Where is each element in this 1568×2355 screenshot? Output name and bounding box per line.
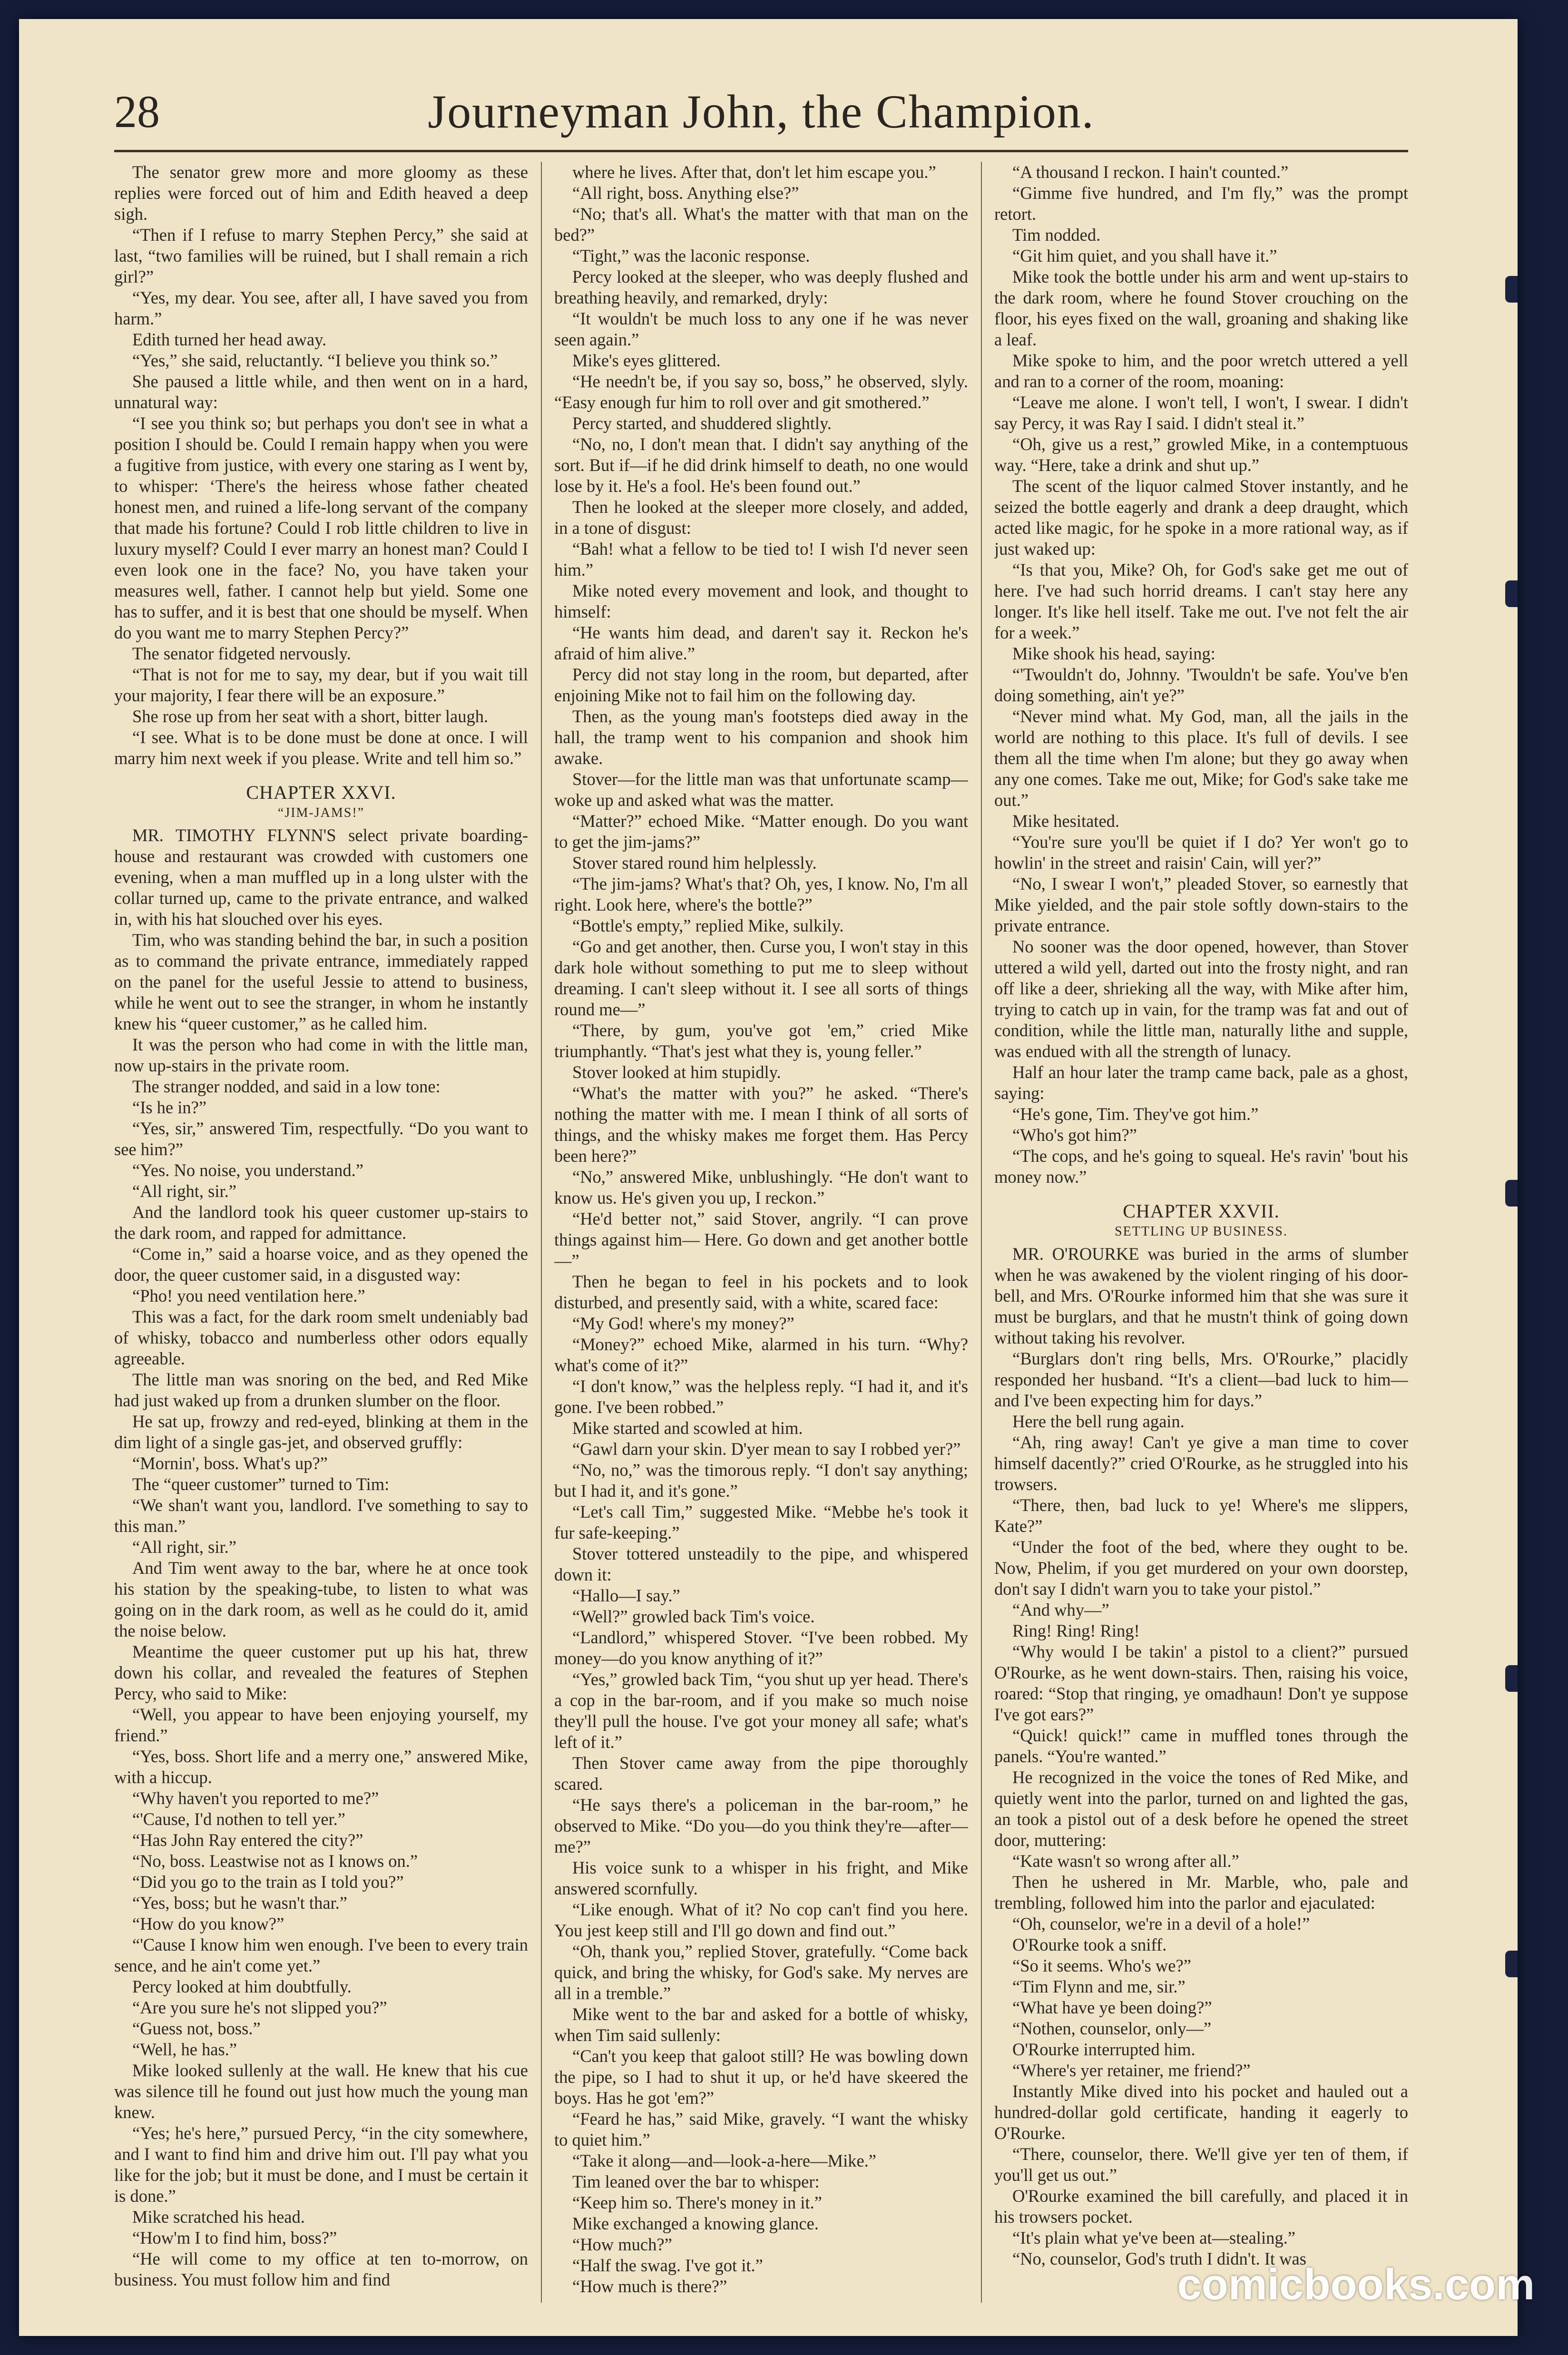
watermark: comicbooks.com (1177, 2260, 1535, 2309)
paragraph: The little man was snoring on the bed, and Red Mike had just waked up from a drunken slumber on the floor. (114, 1370, 528, 1410)
paragraph: “Quick! quick!” came in muffled tones through the panels. “You're wanted.” (994, 1726, 1408, 1766)
paragraph: “Landlord,” whispered Stover. “I've been robbed. My money—do you know anything of it?” (554, 1628, 968, 1668)
paragraph: Mike exchanged a knowing glance. (572, 2214, 819, 2233)
paragraph: Here the bell rung again. (1012, 1412, 1185, 1431)
paragraph: “'Cause, I'd nothen to tell yer.” (132, 1809, 345, 1829)
paragraph: “How do you know?” (132, 1914, 284, 1933)
paragraph: “No, boss. Leastwise not as I knows on.” (132, 1851, 418, 1871)
paragraph: And the landlord took his queer customer up-stairs to the dark room, and rapped for admittance. (114, 1202, 528, 1243)
paragraph: “How much is there?” (572, 2276, 727, 2296)
paragraph: “Yes. No noise, you understand.” (132, 1160, 363, 1180)
paragraph: “The cops, and he's going to squeal. He's ravin' 'bout his money now.” (994, 1146, 1408, 1187)
paragraph: “No, no,” was the timorous reply. “I don't say anything; but I had it, and it's gone.” (554, 1460, 968, 1501)
paragraph: “Then if I refuse to marry Stephen Percy,” she said at last, “two families will be ruined, but I shall remain a rich girl?” (114, 225, 528, 286)
paragraph: “Did you go to the train as I told you?” (132, 1872, 404, 1892)
paragraph: Stover stared round him helplessly. (572, 853, 817, 873)
book-page (19, 19, 1518, 2336)
paragraph: “You're sure you'll be quiet if I do? Yer won't go to howlin' in the street and raisin' Cain, will yer?” (994, 832, 1408, 873)
paragraph: “No,” answered Mike, unblushingly. “He don't want to know us. He's given you up, I reckon.” (554, 1167, 968, 1207)
text-column-1 (114, 162, 528, 2312)
paragraph: “Yes; he's here,” pursued Percy, “in the city somewhere, and I want to find him and drive him out. I'll pay what you like for the job; but it must be done, and I must be certain it is done.” (114, 2123, 528, 2206)
paragraph: “That is not for me to say, my dear, but if you wait till your majority, I fear there will be an exposure.” (114, 665, 528, 705)
paragraph: “No, I swear I won't,” pleaded Stover, so earnestly that Mike yielded, and the pair stole softly down-stairs to the private entrance. (994, 874, 1408, 935)
paragraph: Instantly Mike dived into his pocket and hauled out a hundred-dollar gold certificate, handing it eagerly to O'Rourke. (994, 2081, 1408, 2143)
paragraph: “'Cause I know him wen enough. I've been to every train sence, and he ain't come yet.” (114, 1935, 528, 1975)
paragraph: “A thousand I reckon. I hain't counted.” (1012, 162, 1289, 182)
chapter-heading: CHAPTER XXVII. (1123, 1200, 1280, 1222)
paragraph: “Money?” echoed Mike, alarmed in his turn. “Why? what's come of it?” (554, 1334, 968, 1375)
paragraph: “Ah, ring away! Can't ye give a man time to cover himself dacently?” cried O'Rourke, as he struggled into his trowsers. (994, 1433, 1408, 1494)
paragraph: She rose up from her seat with a short, bitter laugh. (132, 706, 489, 726)
paragraph: “Why would I be takin' a pistol to a client?” pursued O'Rourke, as he went down-stairs. Then, raising his voice, roared: “Stop that ringing, ye omadhaun! Don't ye suppose I've got ears?” (994, 1642, 1408, 1724)
paragraph: Half an hour later the tramp came back, pale as a ghost, saying: (994, 1062, 1408, 1103)
paragraph: Mike scratched his head. (132, 2207, 305, 2227)
paragraph: O'Rourke took a sniff. (1012, 1935, 1167, 1954)
paragraph: “He wants him dead, and daren't say it. Reckon he's afraid of him alive.” (554, 623, 968, 663)
paragraph: “Can't you keep that galoot still? He was bowling down the pipe, so I had to shut it up, or he'd have skeered the boys. Has he got 'em?” (554, 2046, 968, 2108)
running-title: Journeyman John, the Champion. (428, 85, 1095, 138)
page-number: 28 (114, 86, 160, 137)
paragraph: “I see you think so; but perhaps you don't see in what a position I should be. Could I remain happy when you were a fugitive from justice, with every one staring as I went by, to whisper: ‘There's the heiress whose father cheated honest men, and ruined a life-long servant of the company that made his fortune? Could I rob little children to live in luxury myself? Could I ever marry an honest man? Could I even look one in the face? No, you have taken your measures well, father. I cannot help but yield. Some one has to suffer, and it is best that one should be myself. When do you want me to marry Stephen Percy?” (114, 413, 528, 642)
paragraph: “Yes,” she said, reluctantly. “I believe you think so.” (132, 351, 498, 370)
paragraph: It was the person who had come in with the little man, now up-stairs in the private room. (114, 1035, 528, 1075)
paragraph: Mike looked sullenly at the wall. He knew that his cue was silence till he found out just how much the young man knew. (114, 2061, 528, 2122)
paragraph: “He needn't be, if you say so, boss,” he observed, slyly. “Easy enough fur him to roll over and git smothered.” (554, 372, 968, 412)
paragraph: “Pho! you need ventilation here.” (132, 1286, 365, 1305)
paragraph: Tim nodded. (1012, 225, 1101, 245)
paragraph: “Gimme five hundred, and I'm fly,” was the prompt retort. (994, 183, 1408, 224)
paragraph: “There, by gum, you've got 'em,” cried Mike triumphantly. “That's jest what they is, young feller.” (554, 1020, 968, 1061)
paragraph: “Is that you, Mike? Oh, for God's sake get me out of here. I've had such horrid dreams. I can't stay here any longer. It's like hell itself. Take me out. I've not felt the air for a week.” (994, 560, 1408, 642)
paragraph: Edith turned her head away. (132, 330, 327, 349)
text-column-3 (994, 162, 1408, 2312)
paragraph: Then he began to feel in his pockets and to look disturbed, and presently said, with a white, scared face: (554, 1272, 968, 1312)
paragraph: “Tight,” was the laconic response. (572, 246, 810, 265)
paragraph: The senator grew more and more gloomy as these replies were forced out of him and Edith heaved a deep sigh. (114, 162, 528, 224)
paragraph: “Nothen, counselor, only—” (1012, 2019, 1212, 2038)
paragraph: “Well, he has.” (132, 2040, 237, 2059)
paragraph: “It's plain what ye've been at—stealing.” (1012, 2228, 1295, 2247)
paragraph: Percy did not stay long in the room, but departed, after enjoining Mike not to fail him on the following day. (554, 665, 968, 705)
paragraph: His voice sunk to a whisper in his fright, and Mike answered scornfully. (554, 1858, 968, 1898)
paragraph: “Half the swag. I've got it.” (572, 2256, 763, 2275)
paragraph: “My God! where's my money?” (572, 1314, 794, 1333)
paragraph: “All right, boss. Anything else?” (572, 183, 799, 203)
paragraph: “Tim Flynn and me, sir.” (1012, 1977, 1186, 1996)
chapter-subtitle: SETTLING UP BUSINESS. (1115, 1224, 1288, 1239)
paragraph: No sooner was the door opened, however, than Stover uttered a wild yell, darted out into the frosty night, and ran off like a deer, shrieking all the way, with Mike after him, trying to catch up in vain, for the tramp was fat and out of condition, while the little man, naturally lithe and supple, was endued with all the strength of lunacy. (994, 937, 1408, 1061)
paragraph: “How'm I to find him, boss?” (132, 2228, 337, 2247)
paragraph: “Burglars don't ring bells, Mrs. O'Rourke,” placidly responded her husband. “It's a client—bad luck to him—and I've been expecting him for days.” (994, 1349, 1408, 1410)
binding-staple-mark (1505, 1180, 1518, 1207)
paragraph: “Hallo—I say.” (572, 1586, 680, 1605)
paragraph: “Where's yer retainer, me friend?” (1012, 2061, 1251, 2080)
paragraph: Stover—for the little man was that unfortunate scamp—woke up and asked what was the matter. (554, 769, 968, 810)
paragraph: The senator fidgeted nervously. (132, 644, 351, 663)
paragraph: “I don't know,” was the helpless reply. “I had it, and it's gone. I've been robbed.” (554, 1376, 968, 1417)
paragraph: Then he ushered in Mr. Marble, who, pale and trembling, followed him into the parlor and ejaculated: (994, 1872, 1408, 1913)
paragraph: “Like enough. What of it? No cop can't find you here. You jest keep still and I'll go down and find out.” (554, 1900, 968, 1940)
paragraph: “Yes, boss; but he wasn't thar.” (132, 1893, 347, 1913)
chapter-heading: CHAPTER XXVI. (246, 782, 396, 803)
paragraph: “What have ye been doing?” (1012, 1998, 1212, 2017)
paragraph: “Are you sure he's not slipped you?” (132, 1998, 387, 2017)
paragraph: “Come in,” said a hoarse voice, and as they opened the door, the queer customer said, in a disgusted way: (114, 1244, 528, 1285)
paragraph: “Who's got him?” (1012, 1125, 1137, 1145)
paragraph: Then Stover came away from the pipe thoroughly scared. (554, 1753, 968, 1794)
chapter-subtitle: “JIM-JAMS!” (277, 805, 365, 820)
paragraph: The scent of the liquor calmed Stover instantly, and he seized the bottle eagerly and drank a deep draught, which acted like magic, for he spoke in a more rational way, as if just waked up: (994, 476, 1408, 559)
paragraph: He sat up, frowzy and red-eyed, blinking at them in the dim light of a single gas-jet, and observed gruffly: (114, 1412, 528, 1452)
column-divider (541, 162, 542, 2303)
paragraph: “All right, sir.” (132, 1537, 236, 1557)
paragraph: “He'd better not,” said Stover, angrily. “I can prove things against him— Here. Go down and get another bottle—” (554, 1209, 968, 1270)
paragraph: “'Twouldn't do, Johnny. 'Twouldn't be safe. You've b'en doing something, ain't ye?” (994, 665, 1408, 705)
header-rule (114, 150, 1408, 152)
binding-staple-mark (1505, 580, 1518, 607)
paragraph: Meantime the queer customer put up his hat, threw down his collar, and revealed the features of Stephen Percy, who said to Mike: (114, 1642, 528, 1703)
paragraph: Mike spoke to him, and the poor wretch uttered a yell and ran to a corner of the room, moaning: (994, 351, 1408, 391)
paragraph: “No; that's all. What's the matter with that man on the bed?” (554, 204, 968, 245)
paragraph: Mike hesitated. (1012, 811, 1120, 831)
binding-staple-mark (1505, 1951, 1518, 1977)
binding-staple-mark (1505, 276, 1518, 303)
paragraph: The stranger nodded, and said in a low tone: (132, 1077, 441, 1096)
paragraph: “Bah! what a fellow to be tied to! I wish I'd never seen him.” (554, 539, 968, 579)
paragraph: Percy started, and shuddered slightly. (572, 413, 832, 433)
paragraph: “Mornin', boss. What's up?” (132, 1453, 328, 1473)
paragraph: “Is he in?” (132, 1098, 207, 1117)
paragraph: Percy looked at the sleeper, who was deeply flushed and breathing heavily, and remarked, dryly: (554, 267, 968, 307)
paragraph: Ring! Ring! Ring! (1012, 1621, 1140, 1640)
paragraph: Mike started and scowled at him. (572, 1418, 803, 1438)
paragraph: “Well, you appear to have been enjoying yourself, my friend.” (114, 1705, 528, 1745)
paragraph: Stover looked at him stupidly. (572, 1062, 781, 1082)
paragraph: “There, then, bad luck to ye! Where's me slippers, Kate?” (994, 1495, 1408, 1536)
column-divider (981, 162, 982, 2303)
paragraph: “Yes,” growled back Tim, “you shut up yer head. There's a cop in the bar-room, and if you make so much noise they'll pull the house. I've got your money all safe; what's left of it.” (554, 1669, 968, 1752)
paragraph: “Git him quiet, and you shall have it.” (1012, 246, 1277, 265)
paragraph: Stover tottered unsteadily to the pipe, and whispered down it: (554, 1544, 968, 1584)
page-header (114, 76, 1408, 147)
paragraph: “Never mind what. My God, man, all the jails in the world are nothing to this place. It's full of devils. I see them all the time when I'm alone; but they go away when any one comes. Take me out, Mike; for God's sake take me out.” (994, 706, 1408, 810)
paragraph: “Oh, counselor, we're in a devil of a hole!” (1012, 1914, 1310, 1933)
paragraph: Mike shook his head, saying: (1012, 644, 1215, 663)
paragraph: Tim leaned over the bar to whisper: (572, 2172, 820, 2191)
paragraph: Tim, who was standing behind the bar, in such a position as to command the private entrance, immediately rapped on the panel for the useful Jessie to attend to business, while he went out to see the stranger, in whom he instantly knew his “queer customer,” as he called him. (114, 930, 528, 1033)
paragraph: “It wouldn't be much loss to any one if he was never seen again.” (554, 309, 968, 349)
paragraph: “He says there's a policeman in the bar-room,” he observed to Mike. “Do you—do you think they're—after—me?” (554, 1795, 968, 1856)
paragraph: “He's gone, Tim. They've got him.” (1012, 1104, 1259, 1124)
paragraph: “Let's call Tim,” suggested Mike. “Mebbe he's took it fur safe-keeping.” (554, 1502, 968, 1542)
paragraph: Percy looked at him doubtfully. (132, 1977, 352, 1996)
paragraph: “What's the matter with you?” he asked. “There's nothing the matter with me. I mean I think of all sorts of things, and the whisky makes me forget them. Has Percy been here?” (554, 1083, 968, 1166)
paragraph: “The jim-jams? What's that? Oh, yes, I know. No, I'm all right. Look here, where's the bottle?” (554, 874, 968, 914)
paragraph: O'Rourke interrupted him. (1012, 2040, 1196, 2059)
binding-staple-mark (1505, 1665, 1518, 1692)
paragraph: MR. O'ROURKE was buried in the arms of slumber when he was awakened by the violent ringing of his door-bell, and Mrs. O'Rourke informed him that she was sure it must be burglars, and that he mustn't think of going down without taking his revolver. (994, 1244, 1408, 1347)
paragraph: And Tim went away to the bar, where he at once took his station by the speaking-tube, to listen to what was going on in the dark room, as well as he could do it, amid the noise below. (114, 1558, 528, 1640)
paragraph: “Go and get another, then. Curse you, I won't stay in this dark hole without something to put me to sleep without dreaming. I can't sleep without it. I see all sorts of things round me—” (554, 937, 968, 1019)
paragraph: “Gawl darn your skin. D'yer mean to say I robbed yer?” (572, 1439, 961, 1459)
paragraph: “Matter?” echoed Mike. “Matter enough. Do you want to get the jim-jams?” (554, 811, 968, 852)
paragraph: Mike's eyes glittered. (572, 351, 721, 370)
paragraph: “Oh, give us a rest,” growled Mike, in a contemptuous way. “Here, take a drink and shut up.” (994, 434, 1408, 475)
paragraph: “Under the foot of the bed, where they ought to be. Now, Phelim, if you get murdered on your own doorstep, don't say I didn't warn you to take your pistol.” (994, 1537, 1408, 1599)
paragraph: O'Rourke examined the bill carefully, and placed it in his trowsers pocket. (994, 2186, 1408, 2227)
paragraph: “We shan't want you, landlord. I've something to say to this man.” (114, 1495, 528, 1536)
paragraph: Mike noted every movement and look, and thought to himself: (554, 581, 968, 621)
paragraph: “And why—” (1012, 1600, 1109, 1619)
paragraph: “Why haven't you reported to me?” (132, 1788, 379, 1808)
paragraph: “Kate wasn't so wrong after all.” (1012, 1851, 1239, 1871)
paragraph: “Yes, boss. Short life and a merry one,” answered Mike, with a hiccup. (114, 1747, 528, 1787)
paragraph: Mike went to the bar and asked for a bottle of whisky, when Tim said sullenly: (554, 2004, 968, 2045)
paragraph: “Take it along—and—look-a-here—Mike.” (572, 2151, 876, 2170)
paragraph: Then, as the young man's footsteps died away in the hall, the tramp went to his companion and shook him awake. (554, 706, 968, 768)
paragraph: He recognized in the voice the tones of Red Mike, and quietly went into the parlor, turned on and lighted the gas, an took a pistol out of a desk before he opened the street door, muttering: (994, 1767, 1408, 1850)
paragraph: “So it seems. Who's we?” (1012, 1956, 1191, 1975)
paragraph: Then he looked at the sleeper more closely, and added, in a tone of disgust: (554, 497, 968, 538)
paragraph: “How much?” (572, 2235, 672, 2254)
text-column-2 (554, 162, 968, 2312)
paragraph: “All right, sir.” (132, 1181, 236, 1201)
paragraph: “No, counselor, God's truth I didn't. It was (1012, 2249, 1306, 2268)
paragraph: “No, no, I don't mean that. I didn't say anything of the sort. But if—if he did drink himself to death, no one would lose by it. He's a fool. He's been found out.” (554, 434, 968, 496)
paragraph: “Bottle's empty,” replied Mike, sulkily. (572, 916, 844, 935)
paragraph: “Oh, thank you,” replied Stover, gratefully. “Come back quick, and bring the whisky, for God's sake. My nerves are all in a tremble.” (554, 1942, 968, 2003)
paragraph: She paused a little while, and then went on in a hard, unnatural way: (114, 372, 528, 412)
paragraph: MR. TIMOTHY FLYNN'S select private boarding-house and restaurant was crowded with customers one evening, when a man muffled up in a long ulster with the collar turned up, came to the private entrance, and walked in, with his hat slouched over his eyes. (114, 825, 528, 929)
paragraph: “I see. What is to be done must be done at once. I will marry him next week if you please. Write and tell him so.” (114, 727, 528, 768)
paragraph: Mike took the bottle under his arm and went up-stairs to the dark room, where he found Stover crouching on the floor, his eyes fixed on the wall, groaning and shaking like a leaf. (994, 267, 1408, 349)
paragraph: “Keep him so. There's money in it.” (572, 2193, 822, 2212)
paragraph: “Has John Ray entered the city?” (132, 1830, 363, 1850)
paragraph: where he lives. After that, don't let him escape you.” (572, 162, 936, 182)
paragraph: “Yes, sir,” answered Tim, respectfully. “Do you want to see him?” (114, 1119, 528, 1159)
paragraph: This was a fact, for the dark room smelt undeniably bad of whisky, tobacco and numberless other odors equally agreeable. (114, 1307, 528, 1368)
paragraph: “Feard he has,” said Mike, gravely. “I want the whisky to quiet him.” (554, 2109, 968, 2149)
paragraph: “He will come to my office at ten to-morrow, on business. You must follow him and find (114, 2249, 528, 2289)
paragraph: “Yes, my dear. You see, after all, I have saved you from harm.” (114, 288, 528, 328)
paragraph: “There, counselor, there. We'll give yer ten of them, if you'll get us out.” (994, 2144, 1408, 2185)
paragraph: “Guess not, boss.” (132, 2019, 261, 2038)
paragraph: “Well?” growled back Tim's voice. (572, 1607, 815, 1626)
paragraph: “Leave me alone. I won't tell, I won't, I swear. I didn't say Percy, it was Ray I said. I didn't steal it.” (994, 392, 1408, 433)
paragraph: The “queer customer” turned to Tim: (132, 1474, 390, 1494)
